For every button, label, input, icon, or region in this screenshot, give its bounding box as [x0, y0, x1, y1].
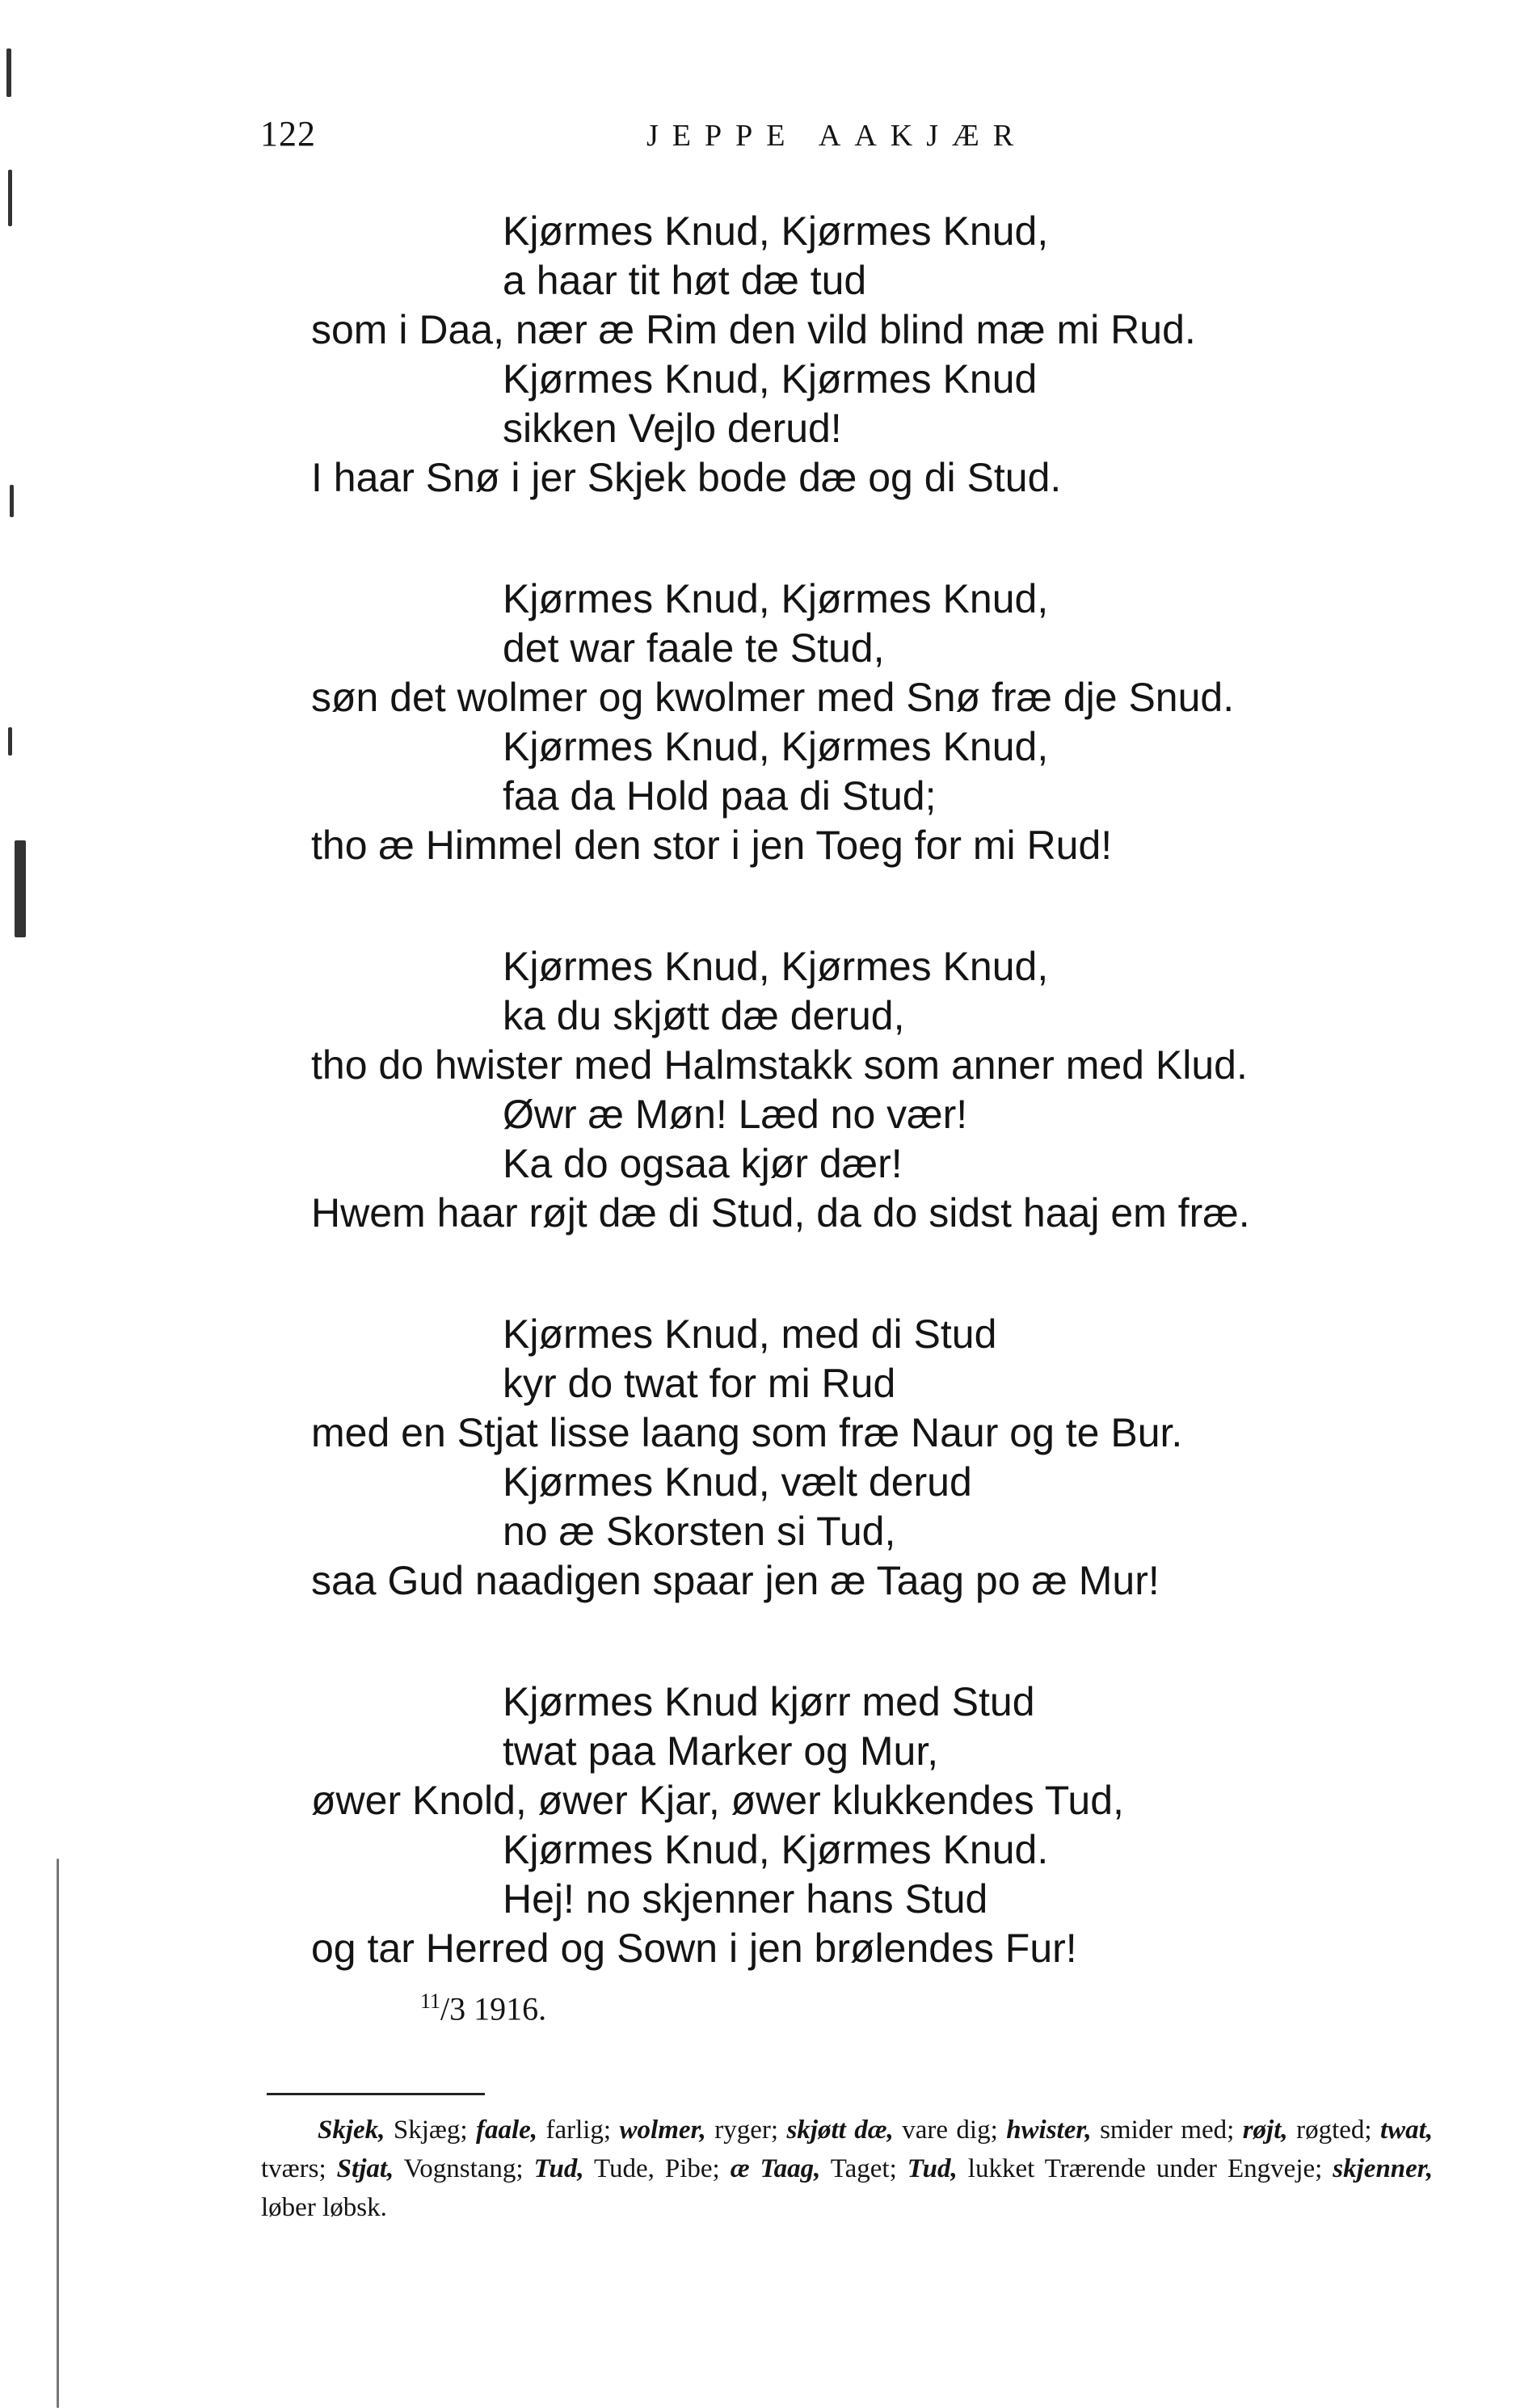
scan-speck	[57, 1859, 59, 2408]
date-day: 11	[420, 1989, 441, 2013]
poem-line: Kjørmes Knud, Kjørmes Knud,	[503, 576, 1049, 621]
poem-line: som i Daa, nær æ Rim den vild blind mæ mi Rud.	[311, 307, 1196, 352]
footnote-gloss: løber løbsk.	[261, 2193, 387, 2222]
footnote-gloss: smider med;	[1100, 2115, 1235, 2145]
footnote-term: røjt,	[1242, 2115, 1288, 2145]
poem-date: $^{11}$/3 1916.	[420, 1989, 547, 2027]
footnote-term: twat,	[1379, 2115, 1434, 2145]
footnote-term: æ Taag,	[730, 2154, 821, 2183]
footnote-gloss: røgted;	[1296, 2115, 1372, 2145]
poem-line: faa da Hold paa di Stud;	[503, 773, 937, 819]
poem-line: Kjørmes Knud, med di Stud	[503, 1311, 997, 1357]
poem-line: kyr do twat for mi Rud	[503, 1361, 896, 1406]
poem-line: ka du skjøtt dæ derud,	[503, 993, 905, 1038]
date-month: 3	[449, 1990, 466, 2027]
poem-line: tho æ Himmel den stor i jen Toeg for mi Rud!	[311, 823, 1113, 868]
scan-speck	[10, 485, 14, 517]
poem-line: Kjørmes Knud, Kjørmes Knud,	[503, 944, 1049, 989]
poem-line: Hwem haar røjt dæ di Stud, da do sidst haaj em fræ.	[311, 1190, 1250, 1236]
scan-speck	[15, 840, 26, 937]
scan-speck	[6, 48, 11, 97]
footnote-term: Skjek,	[318, 2115, 385, 2145]
poem-line: med en Stjat lisse laang som fræ Naur og te Bur.	[311, 1410, 1183, 1455]
footnote-term: hwister,	[1006, 2115, 1092, 2145]
footnote-gloss: ryger;	[714, 2115, 779, 2145]
poem-line: søn det wolmer og kwolmer med Snø fræ dje Snud.	[311, 675, 1235, 720]
poem-line: øwer Knold, øwer Kjar, øwer klukkendes Tud,	[311, 1778, 1124, 1823]
running-head: JEPPE AAKJÆR	[646, 119, 1028, 153]
footnote-gloss: Vognstang;	[403, 2154, 524, 2183]
footnote-gloss: lukket Trærende under Engveje;	[967, 2154, 1323, 2183]
footnote-gloss: Taget;	[830, 2154, 897, 2183]
footnote-gloss: tværs;	[261, 2154, 326, 2183]
footnote-term: wolmer,	[619, 2115, 706, 2145]
footnote-term: skjenner,	[1333, 2154, 1434, 2183]
poem-line: Hej! no skjenner hans Stud	[503, 1876, 988, 1922]
footnote-gloss: Tude, Pibe;	[594, 2154, 720, 2183]
poem-line: tho do hwister med Halmstakk som anner med Klud.	[311, 1042, 1248, 1088]
footnote-gloss: vare dig;	[902, 2115, 998, 2145]
footnote-term: skjøtt dæ,	[786, 2115, 894, 2145]
page-number: 122	[260, 114, 316, 154]
poem-line: Ka do ogsaa kjør dær!	[503, 1141, 903, 1186]
poem-line: twat paa Marker og Mur,	[503, 1728, 939, 1774]
poem-line: a haar tit høt dæ tud	[503, 258, 867, 303]
poem-line: Kjørmes Knud, Kjørmes Knud.	[503, 1827, 1049, 1872]
footnote	[261, 2111, 1433, 2227]
poem-line: sikken Vejlo derud!	[503, 406, 842, 451]
scan-speck	[8, 727, 12, 756]
poem-line: Kjørmes Knud, Kjørmes Knud,	[503, 208, 1049, 254]
poem-line: Kjørmes Knud, Kjørmes Knud,	[503, 724, 1049, 769]
footnote-gloss: farlig;	[545, 2115, 612, 2145]
footnote-term: Tud,	[533, 2154, 584, 2183]
footnote-rule	[267, 2093, 485, 2095]
poem-line: Kjørmes Knud kjørr med Stud	[503, 1679, 1035, 1724]
poem-line: I haar Snø i jer Skjek bode dæ og di Stud.	[311, 455, 1062, 500]
poem-line: no æ Skorsten si Tud,	[503, 1509, 896, 1554]
footnote-gloss: Skjæg;	[393, 2115, 468, 2145]
poem-line: det war faale te Stud,	[503, 625, 885, 671]
poem-line: Kjørmes Knud, Kjørmes Knud	[503, 356, 1038, 402]
footnote-term: Stjat,	[336, 2154, 394, 2183]
poem-line: Kjørmes Knud, vælt derud	[503, 1459, 972, 1505]
footnote-term: Tud,	[907, 2154, 958, 2183]
poem-line: og tar Herred og Sown i jen brølendes Fur!	[311, 1926, 1077, 1971]
footnote-term: faale,	[475, 2115, 538, 2145]
poem-line: Øwr æ Møn! Læd no vær!	[503, 1092, 968, 1137]
poem-line: saa Gud naadigen spaar jen æ Taag po æ Mur!	[311, 1558, 1160, 1603]
date-year: 1916.	[474, 1990, 547, 2027]
scan-speck	[8, 170, 12, 226]
